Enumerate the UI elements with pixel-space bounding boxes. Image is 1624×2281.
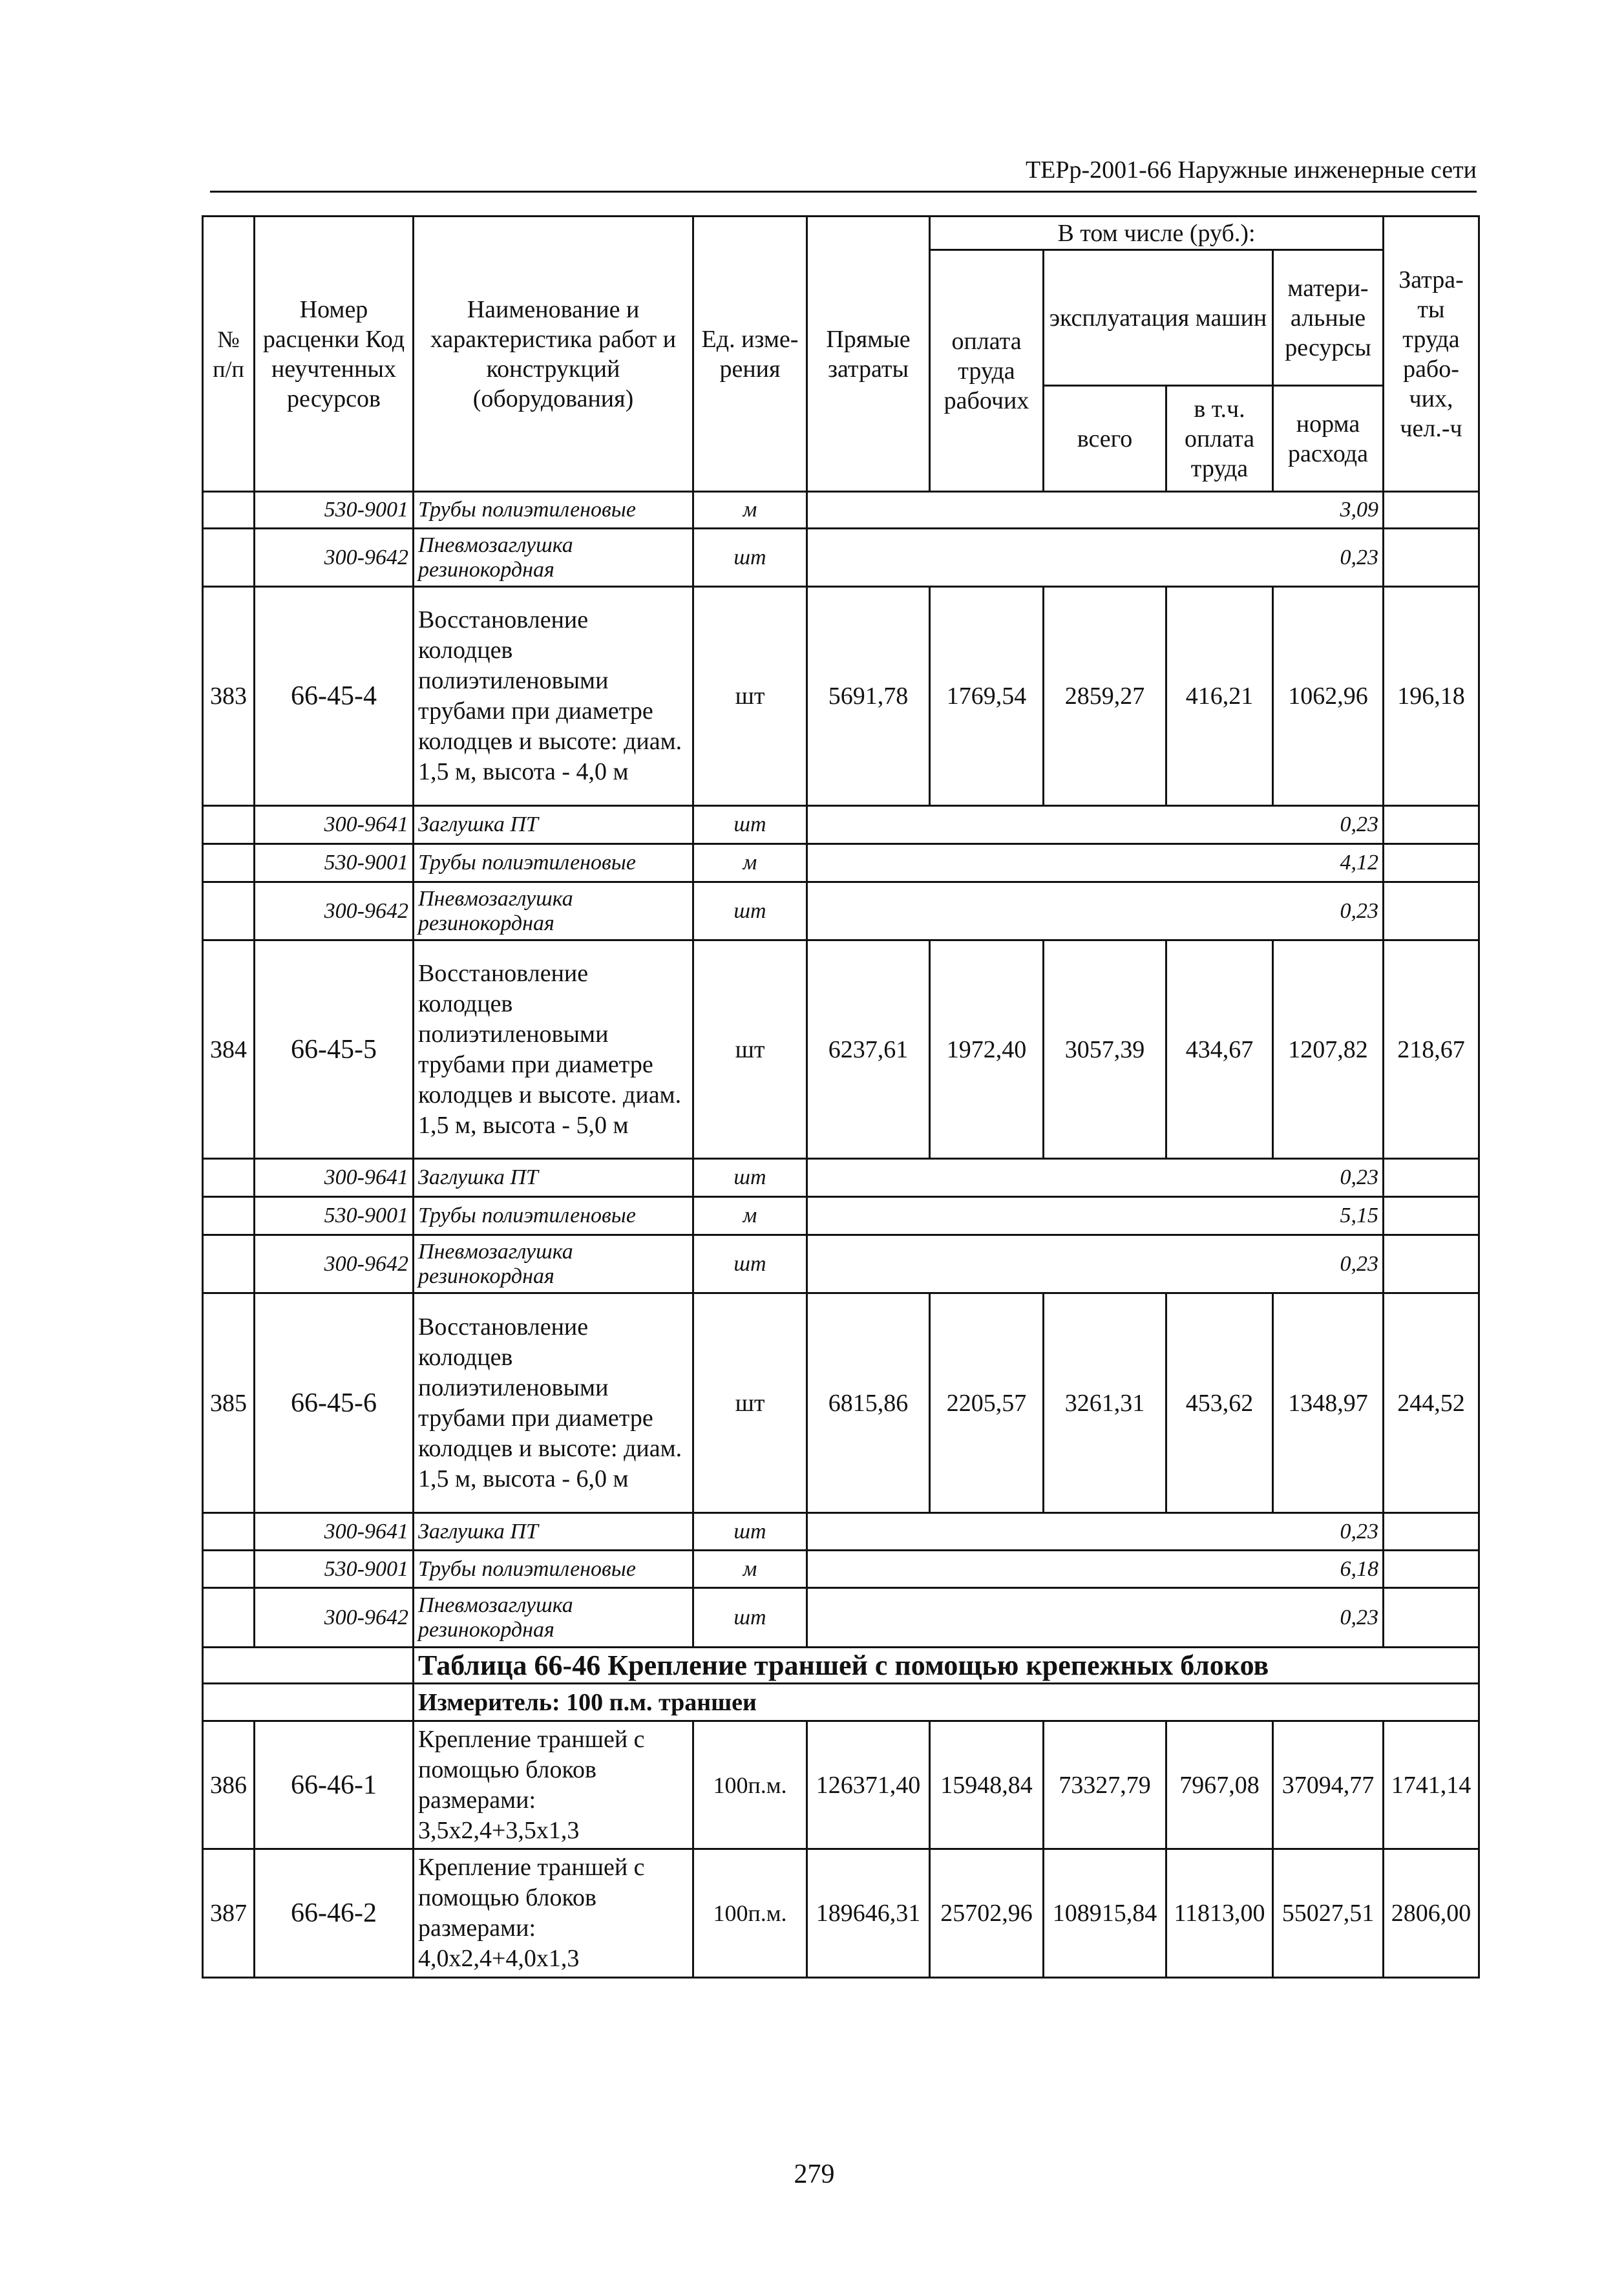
header-machines: эксплуатация машин [1044,250,1273,386]
header-labor: Затра-ты труда рабо-чих, чел.-ч [1384,217,1479,492]
section-title: Таблица 66-46 Крепление траншей с помощью крепежных блоков [414,1648,1479,1684]
header-wages: оплата труда рабочих [930,250,1044,492]
resource-row: 300-9641 Заглушка ПТ шт 0,23 [203,806,1479,844]
header-num: № п/п [203,217,255,492]
header-direct: Прямые затраты [807,217,930,492]
resource-row: 530-9001 Трубы полиэтиленовые м 3,09 [203,492,1479,529]
header-machines-wages: в т.ч. оплата труда [1166,386,1273,492]
resource-row: 530-9001 Трубы полиэтиленовые м 5,15 [203,1197,1479,1235]
page-number: 279 [794,2159,835,2189]
header-incl: В том числе (руб.): [930,217,1384,250]
header-rule [210,191,1477,193]
header-unit: Ед. изме-рения [693,217,807,492]
resource-row: 300-9641 Заглушка ПТ шт 0,23 [203,1513,1479,1551]
resource-row: 300-9642 Пневмозаглушка резинокордная шт 0,23 [203,882,1479,940]
resource-row: 530-9001 Трубы полиэтиленовые м 6,18 [203,1551,1479,1588]
resource-row: 300-9642 Пневмозаглушка резинокордная шт 0,23 [203,1588,1479,1648]
table-row: 383 66-45-4 Восстановление колодцев полиэтиленовыми трубами при диаметре колодцев и высоте: диам. 1,5 м, высота - 4,0 м шт 5691,78 1769,54 2859,27 416,21 1062,96 196,18 [203,587,1479,806]
header-machines-total: всего [1044,386,1166,492]
resource-row: 300-9641 Заглушка ПТ шт 0,23 [203,1159,1479,1197]
header-name: Наименование и характеристика работ и конструкций (оборудования) [414,217,693,492]
resource-row: 530-9001 Трубы полиэтиленовые м 4,12 [203,844,1479,882]
table-row: 387 66-46-2 Крепление траншей с помощью блоков размерами: 4,0х2,4+4,0х1,3 100п.м. 189646,31 25702,96 108915,84 11813,00 55027,51 2806,00 [203,1849,1479,1978]
table-row: 386 66-46-1 Крепление траншей с помощью блоков размерами: 3,5х2,4+3,5х1,3 100п.м. 126371,40 15948,84 73327,79 7967,08 37094,77 1741,14 [203,1721,1479,1849]
measure-line: Измеритель: 100 п.м. траншеи [414,1684,1479,1721]
table-row: 385 66-45-6 Восстановление колодцев полиэтиленовыми трубами при диаметре колодцев и высоте: диам. 1,5 м, высота - 6,0 м шт 6815,86 2205,57 3261,31 453,62 1348,97 244,52 [203,1293,1479,1513]
header-code: Номер расценки Код неучтенных ресурсов [255,217,414,492]
running-header: ТЕРр-2001-66 Наружные инженерные сети [1025,156,1477,184]
table-row: 384 66-45-5 Восстановление колодцев полиэтиленовыми трубами при диаметре колодцев и высоте. диам. 1,5 м, высота - 5,0 м шт 6237,61 1972,40 3057,39 434,67 1207,82 218,67 [203,940,1479,1159]
resource-row: 300-9642 Пневмозаглушка резинокордная шт 0,23 [203,529,1479,587]
header-materials: матери-альные ресурсы [1273,250,1384,386]
header-norm: норма расхода [1273,386,1384,492]
resource-row: 300-9642 Пневмозаглушка резинокордная шт 0,23 [203,1235,1479,1293]
rates-table [202,215,1480,1979]
